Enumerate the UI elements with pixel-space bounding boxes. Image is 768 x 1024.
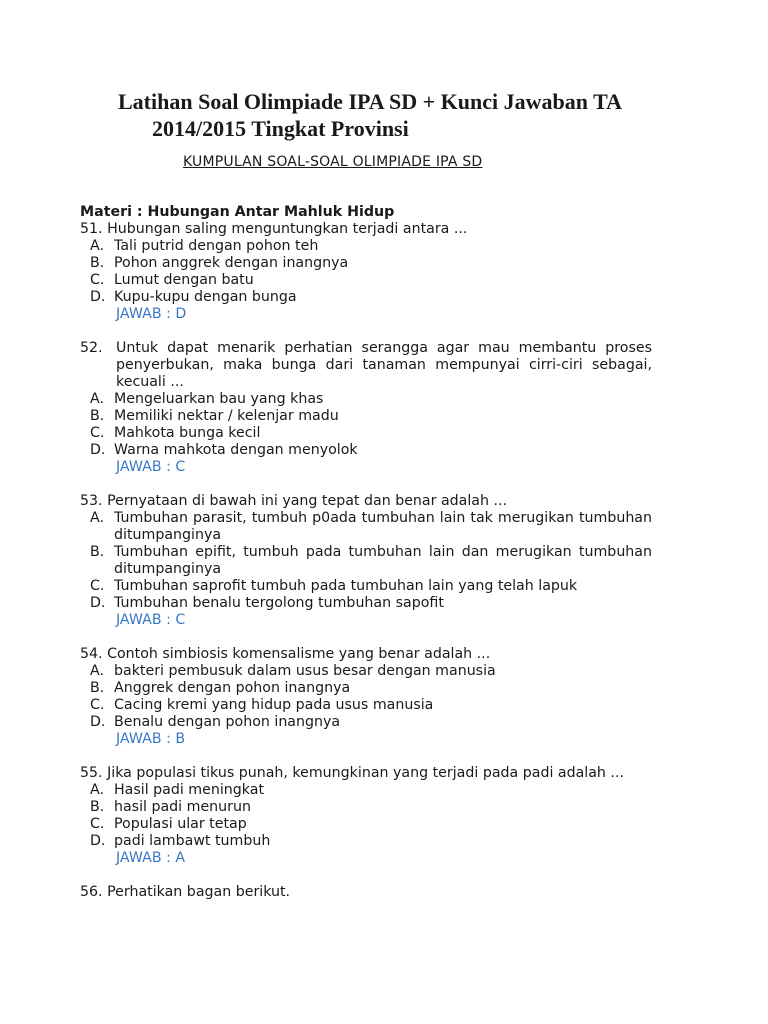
option-text: Tumbuhan epifit, tumbuh pada tumbuhan lain dan merugikan tumbuhan ditumpanginya xyxy=(114,544,652,577)
option-letter: B. xyxy=(90,408,105,424)
answer-key: JAWAB : C xyxy=(116,459,186,475)
question-number: 54. xyxy=(80,646,103,662)
option-text: Cacing kremi yang hidup pada usus manusia xyxy=(114,697,434,713)
option-text: Mengeluarkan bau yang khas xyxy=(114,391,324,407)
question-stem xyxy=(80,884,652,901)
answer-key: JAWAB : B xyxy=(116,731,186,747)
question-stem xyxy=(80,493,652,510)
option-item xyxy=(80,544,652,578)
question-55 xyxy=(80,765,652,867)
option-letter: B. xyxy=(90,680,105,696)
options-list xyxy=(80,391,652,459)
question-stem xyxy=(80,340,652,391)
option-letter: A. xyxy=(90,663,104,679)
question-51 xyxy=(80,221,652,323)
answer-key: JAWAB : D xyxy=(116,306,187,322)
spacer xyxy=(80,476,652,493)
option-item xyxy=(80,663,652,680)
option-letter: C. xyxy=(90,697,105,713)
option-item xyxy=(80,714,652,731)
answer-key: JAWAB : A xyxy=(116,850,186,866)
spacer xyxy=(80,748,652,765)
question-number: 51. xyxy=(80,221,103,237)
spacer xyxy=(80,629,652,646)
option-text: Anggrek dengan pohon inangnya xyxy=(114,680,351,696)
option-text: Tali putrid dengan pohon teh xyxy=(114,238,319,254)
option-letter: B. xyxy=(90,799,105,815)
option-text: Warna mahkota dengan menyolok xyxy=(114,442,358,458)
option-text: Tumbuhan parasit, tumbuh p0ada tumbuhan lain tak merugikan tumbuhan ditumpanginya xyxy=(114,510,652,543)
option-text: Memiliki nektar / kelenjar madu xyxy=(114,408,339,424)
option-text: Kupu-kupu dengan bunga xyxy=(114,289,297,305)
question-number: 53. xyxy=(80,493,103,509)
option-text: Mahkota bunga kecil xyxy=(114,425,261,441)
option-item xyxy=(80,782,652,799)
option-text: padi lambawt tumbuh xyxy=(114,833,271,849)
option-item xyxy=(80,578,652,595)
option-item xyxy=(80,680,652,697)
question-stem xyxy=(80,765,652,782)
question-53 xyxy=(80,493,652,629)
option-text: bakteri pembusuk dalam usus besar dengan manusia xyxy=(114,663,496,679)
spacer xyxy=(80,867,652,884)
option-text: Tumbuhan benalu tergolong tumbuhan sapofit xyxy=(114,595,444,611)
question-text: Jika populasi tikus punah, kemungkinan yang terjadi pada padi adalah ... xyxy=(107,765,624,781)
option-letter: A. xyxy=(90,391,104,407)
option-item xyxy=(80,391,652,408)
option-text: Lumut dengan batu xyxy=(114,272,254,288)
question-56 xyxy=(80,884,652,901)
question-number: 52. xyxy=(80,340,103,356)
question-text: Hubungan saling menguntungkan terjadi antara ... xyxy=(107,221,468,237)
option-letter: D. xyxy=(90,289,106,305)
option-item xyxy=(80,595,652,612)
options-list xyxy=(80,510,652,612)
option-item xyxy=(80,833,652,850)
option-item xyxy=(80,408,652,425)
question-54 xyxy=(80,646,652,748)
question-text: Contoh simbiosis komensalisme yang benar adalah ... xyxy=(107,646,491,662)
question-text: Pernyataan di bawah ini yang tepat dan benar adalah ... xyxy=(107,493,508,509)
option-text: Pohon anggrek dengan inangnya xyxy=(114,255,349,271)
option-item xyxy=(80,816,652,833)
option-item xyxy=(80,425,652,442)
option-letter: D. xyxy=(90,442,106,458)
option-item xyxy=(80,442,652,459)
option-item xyxy=(80,697,652,714)
question-stem xyxy=(80,221,652,238)
option-letter: A. xyxy=(90,782,104,798)
option-item xyxy=(80,255,652,272)
option-text: Hasil padi meningkat xyxy=(114,782,265,798)
option-letter: D. xyxy=(90,595,106,611)
options-list xyxy=(80,663,652,731)
section-subtitle: KUMPULAN SOAL-SOAL OLIMPIADE IPA SD xyxy=(183,154,483,170)
option-text: Tumbuhan saprofit tumbuh pada tumbuhan lain yang telah lapuk xyxy=(114,578,578,594)
topic-heading: Materi : Hubungan Antar Mahluk Hidup xyxy=(80,204,395,220)
question-number: 56. xyxy=(80,884,103,900)
spacer xyxy=(80,323,652,340)
option-item xyxy=(80,510,652,544)
option-text: Benalu dengan pohon inangnya xyxy=(114,714,341,730)
document-title xyxy=(118,88,678,142)
question-text: Untuk dapat menarik perhatian serangga agar mau membantu proses penyerbukan, maka bunga dari tanaman mempunyai cirri-ciri sebagai, kecuali ... xyxy=(116,340,652,390)
options-list xyxy=(80,782,652,850)
question-text: Perhatikan bagan berikut. xyxy=(107,884,291,900)
option-letter: C. xyxy=(90,816,105,832)
option-letter: B. xyxy=(90,255,105,271)
answer-key: JAWAB : C xyxy=(116,612,186,628)
options-list xyxy=(80,238,652,306)
option-letter: D. xyxy=(90,833,106,849)
title-line-2: 2014/2015 Tingkat Provinsi xyxy=(152,116,409,141)
question-52 xyxy=(80,340,652,476)
option-letter: D. xyxy=(90,714,106,730)
option-item xyxy=(80,272,652,289)
option-item xyxy=(80,799,652,816)
option-letter: A. xyxy=(90,510,104,526)
option-item xyxy=(80,238,652,255)
option-letter: C. xyxy=(90,272,105,288)
option-item xyxy=(80,289,652,306)
question-number: 55. xyxy=(80,765,103,781)
option-letter: B. xyxy=(90,544,105,560)
option-letter: C. xyxy=(90,578,105,594)
option-text: Populasi ular tetap xyxy=(114,816,247,832)
option-text: hasil padi menurun xyxy=(114,799,251,815)
question-stem xyxy=(80,646,652,663)
title-line-1: Latihan Soal Olimpiade IPA SD + Kunci Jawaban TA xyxy=(118,89,622,114)
option-letter: A. xyxy=(90,238,104,254)
questions-content xyxy=(80,204,652,901)
option-letter: C. xyxy=(90,425,105,441)
